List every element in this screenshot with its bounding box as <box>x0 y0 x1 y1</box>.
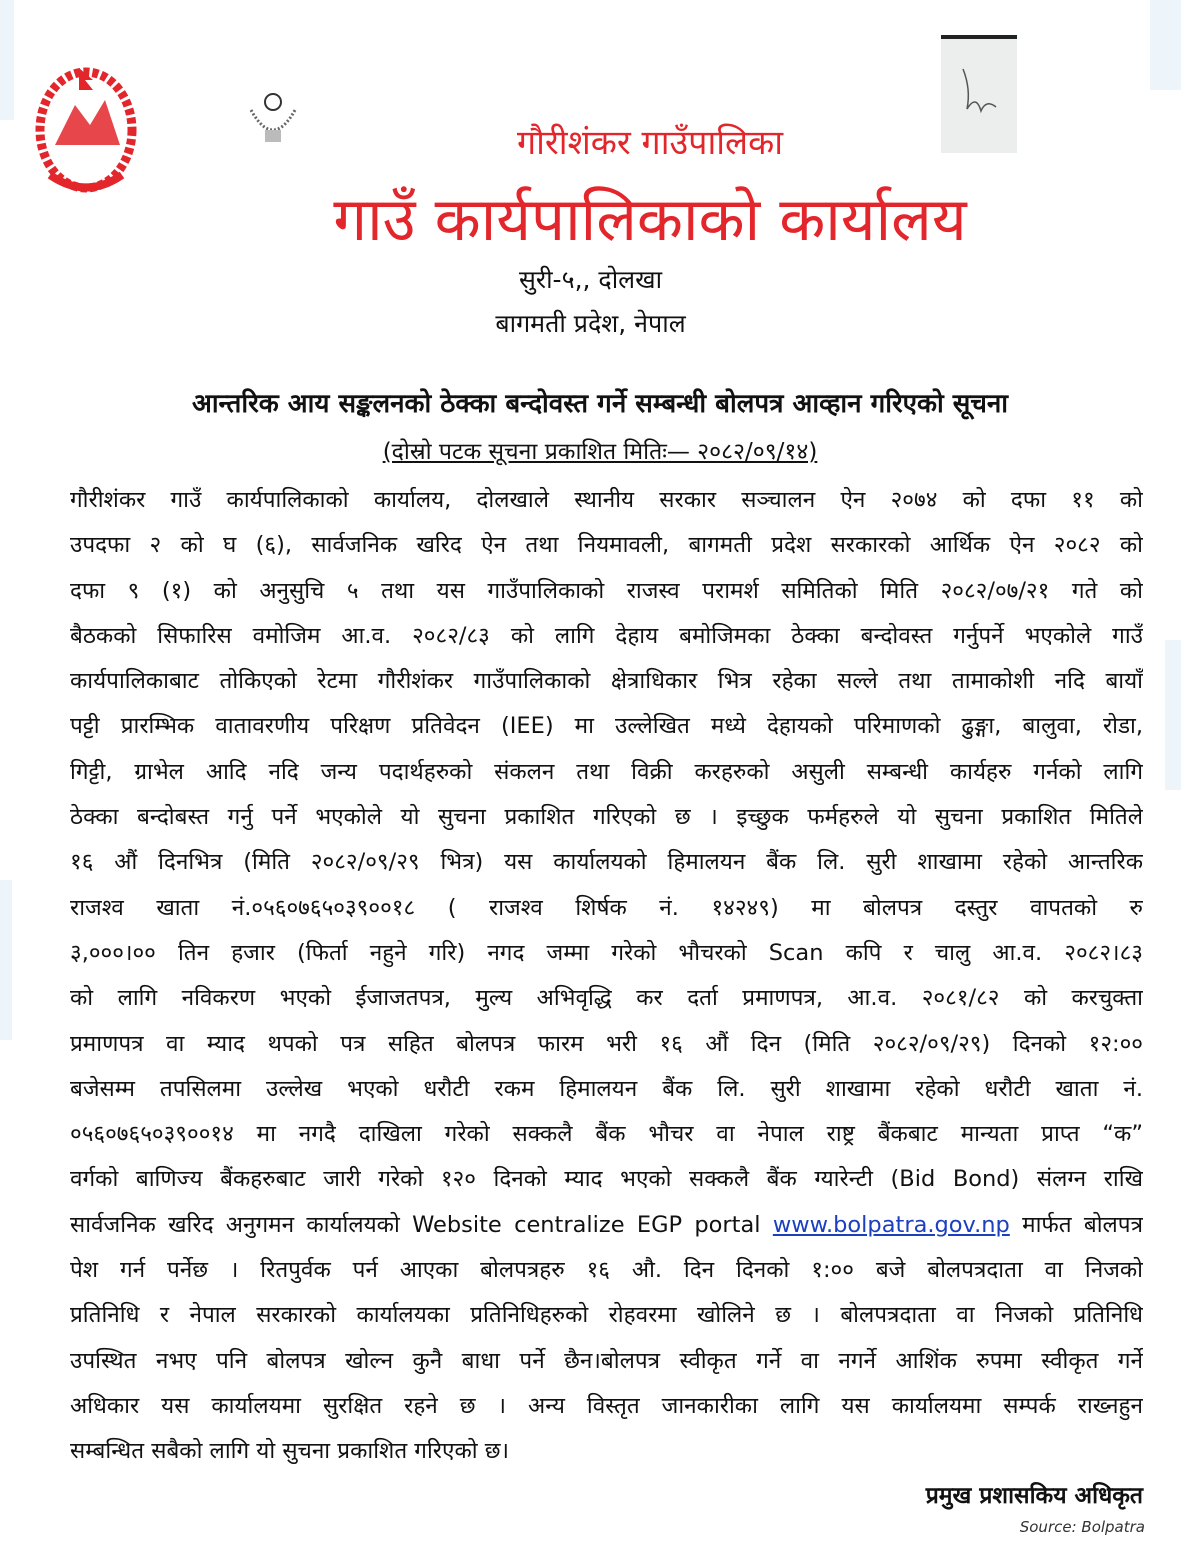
signer-title: प्रमुख प्रशासकिय अधिकृत <box>925 1483 1143 1509</box>
body-line: अधिकार यस कार्यालयमा सुरक्षित रहने छ । अन्य विस्तृत जानकारीका लागि यस कार्यालयमा सम्पर्क राख्नहुन <box>70 1392 1143 1419</box>
body-line: सम्बन्धित सबैको लागि यो सुचना प्रकाशित गरिएको छ। <box>70 1438 510 1465</box>
body-line: उपदफा २ को घ (६), सार्वजनिक खरिद ऐन तथा नियमावली, बागमती प्रदेश सरकारको आर्थिक ऐन २०८२ को <box>70 532 1143 559</box>
body-line: १६ औं दिनभित्र (मिति २०८२/०९/२९ भित्र) यस कार्यालयको हिमालयन बैंक लि. सुरी शाखामा रहेको आन्तरिक <box>70 849 1143 876</box>
notice-title: आन्तरिक आय सङ्कलनको ठेक्का बन्दोवस्त गर्ने सम्बन्धी बोलपत्र आव्हान गरिएको सूचना <box>191 389 1009 419</box>
body-line: उपस्थित नभए पनि बोलपत्र खोल्न कुनै बाधा पर्ने छैन।बोलपत्र स्वीकृत गर्ने वा नगर्ने आशिंक रुपमा स्वीकृत गर्ने <box>70 1347 1143 1374</box>
body-line: बजेसम्म तपसिलमा उल्लेख भएको धरौटी रकम हिमालयन बैंक लि. सुरी शाखामा रहेको धरौटी खाता नं. <box>70 1075 1143 1102</box>
body-line: ३,०००।०० तिन हजार (फिर्ता नहुने गरि) नगद जम्मा गरेको भौचरको Scan कपि र चालु आ.व. २०८२।८३ <box>70 939 1143 966</box>
address-line-1: सुरी-५,, दोलखा <box>518 265 663 294</box>
watermark-shape <box>0 880 12 1040</box>
body-line: पट्टी प्रारम्भिक वातावरणीय परिक्षण प्रतिवेदन (IEE) मा उल्लेखित मध्ये देहायको परिमाणको ढुङ्गा, बालुवा, रोडा, <box>70 713 1143 740</box>
body-line: गौरीशंकर गाउँ कार्यपालिकाको कार्यालय, दोलखाले स्थानीय सरकार सञ्चालन ऐन २०७४ को दफा ११ को <box>70 487 1143 513</box>
publish-date-text: (दोस्रो पटक सूचना प्रकाशित मितिः— २०८२/०९/१४) <box>382 439 818 465</box>
body-line: प्रतिनिधि र नेपाल सरकारको कार्यालयका प्रतिनिधिहरुको रोहवरमा खोलिने छ । बोलपत्रदाता वा निजको प्रतिनिधि <box>70 1302 1143 1329</box>
body-line: कार्यपालिकाबाट तोकिएको रेटमा गौरीशंकर गाउँपालिकाको क्षेत्राधिकार भित्र रहेका सल्ले तथा तामाकोशी नदि बायाँ <box>70 668 1143 695</box>
body-line: ०५६०७६५०३९००१४ मा नगदै दाखिला गरेको सक्कलै बैंक भौचर वा नेपाल राष्ट्र बैंकबाट मान्यता प्राप्त “क” <box>70 1121 1143 1148</box>
municipality-name: गौरीशंकर गाउँपालिका <box>516 123 784 163</box>
body-text: मार्फत बोलपत्र <box>1009 1211 1143 1238</box>
body-line: को लागि नविकरण भएको ईजाजतपत्र, मुल्य अभिवृद्धि कर दर्ता प्रमाणपत्र, आ.व. २०८१/८२ को करचुक्ता <box>70 985 1143 1012</box>
body-line: प्रमाणपत्र वा म्याद थपको पत्र सहित बोलपत्र फारम भरी १६ औं दिन (मिति २०८२/०९/२९) दिनको १२:०० <box>70 1030 1143 1057</box>
body-line: बैठकको सिफारिस वमोजिम आ.व. २०८२/८३ को लागि देहाय बमोजिमका ठेक्का बन्दोवस्त गर्नुपर्ने भएकोले गाउँ <box>70 622 1143 649</box>
notice-subtitle <box>60 434 1140 466</box>
body-line: वर्गको बाणिज्य बैंकहरुबाट जारी गरेको १२० दिनको म्याद भएको सक्कलै बैंक ग्यारेन्टी (Bid Bond) संलग्न राखि <box>70 1166 1143 1193</box>
bolpatra-link[interactable]: www.bolpatra.gov.np <box>772 1211 1010 1238</box>
body-line: दफा ९ (१) को अनुसुचि ५ तथा यस गाउँपालिकाको राजस्व परामर्श समितिको मिति २०८२/०७/२१ गते को <box>70 577 1143 604</box>
watermark-shape <box>1150 0 1181 90</box>
notice-body <box>70 478 1143 1475</box>
body-line: राजश्व खाता नं.०५६०७६५०३९००१८ ( राजश्व शिर्षक नं. १४२४९) मा बोलपत्र दस्तुर वापतको रु <box>70 894 1143 921</box>
body-line <box>70 1203 1143 1248</box>
address-line-2: बागमती प्रदेश, नेपाल <box>495 309 686 338</box>
source-credit: Source: Bolpatra <box>1019 1518 1145 1536</box>
body-line: गिट्टी, ग्राभेल आदि नदि जन्य पदार्थहरुको संकलन तथा विक्री करहरुको असुली सम्बन्धी कार्यहरु गर्नको लागि <box>70 758 1143 785</box>
body-line: ठेक्का बन्दोबस्त गर्नु पर्ने भएकोले यो सुचना प्रकाशित गरिएको छ । इच्छुक फर्महरुले यो सुचना प्रकाशित मितिले <box>70 804 1143 831</box>
watermark-shape <box>0 0 14 120</box>
office-name: गाउँ कार्यपालिकाको कार्यालय <box>333 185 967 255</box>
body-text: सार्वजनिक खरिद अनुगमन कार्यालयको Website centralize EGP portal <box>70 1211 773 1238</box>
body-line: पेश गर्न पर्नेछ । रितपुर्वक पर्न आएका बोलपत्रहरु १६ औ. दिन दिनको १:०० बजे बोलपत्रदाता वा निजको <box>70 1257 1143 1284</box>
watermark-shape <box>1165 640 1181 790</box>
